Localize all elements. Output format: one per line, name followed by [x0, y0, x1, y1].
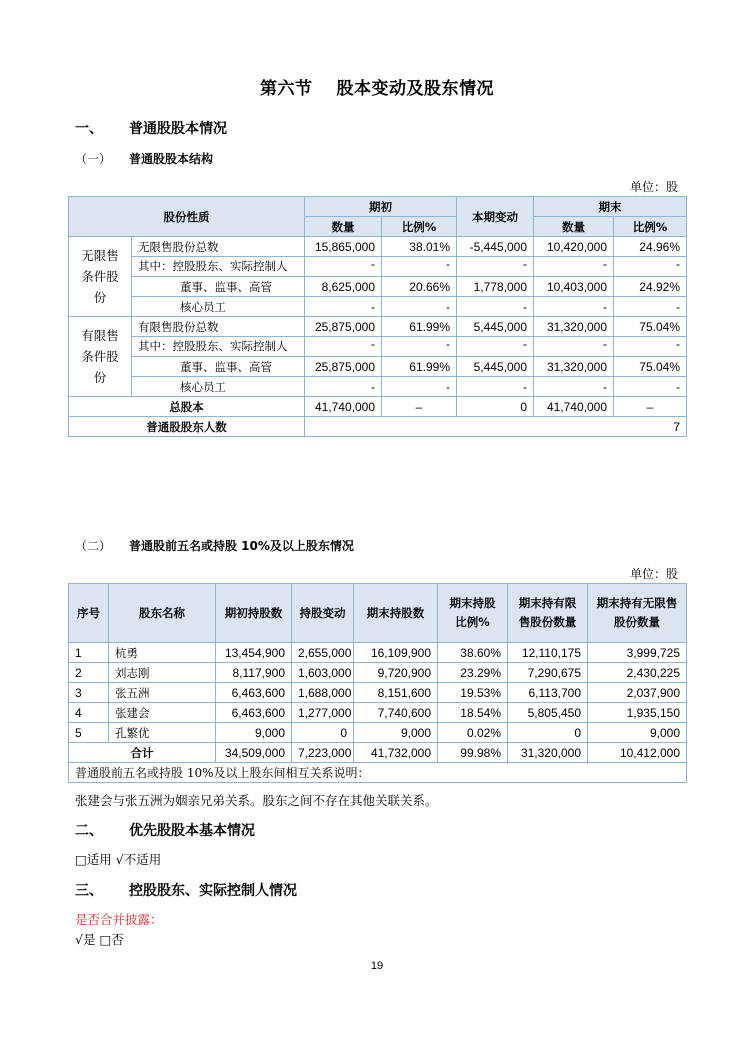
cell-begin-ratio: –	[382, 397, 457, 417]
cell-unrestricted: 3,999,725	[588, 643, 687, 663]
cell-end: 9,720,900	[354, 663, 438, 683]
header-begin-holding: 期初持股数	[216, 584, 292, 643]
sub2-number: （二）	[75, 539, 112, 553]
section3-heading	[75, 880, 297, 900]
cell-begin-ratio: -	[382, 257, 457, 277]
cell-no: 5	[69, 723, 109, 743]
cell-end-qty: -	[534, 257, 614, 277]
row-label: 其中：控股股东、实际控制人	[132, 337, 305, 357]
table-row	[69, 357, 687, 377]
header-end-holding: 期末持股数	[354, 584, 438, 643]
table-row	[69, 277, 687, 297]
cell-begin: 6,463,600	[216, 683, 292, 703]
cell-name: 刘志刚	[109, 663, 216, 683]
cell-begin-qty: -	[305, 337, 382, 357]
cell-ratio: 18.54%	[438, 703, 508, 723]
header-share-nature: 股份性质	[69, 197, 305, 237]
header-begin: 期初	[305, 197, 457, 217]
cell-end-ratio: 24.96%	[614, 237, 687, 257]
cell-change: -	[457, 297, 534, 317]
section2-heading	[75, 820, 255, 840]
table-row	[69, 723, 687, 743]
table-row	[69, 643, 687, 663]
cell-no: 3	[69, 683, 109, 703]
header-begin-qty: 数量	[305, 217, 382, 237]
chapter-name: 股本变动及股东情况	[336, 79, 494, 99]
chapter-title	[0, 74, 754, 99]
cell-end-qty: 10,403,000	[534, 277, 614, 297]
table-row	[69, 703, 687, 723]
header-change: 本期变动	[457, 197, 534, 237]
unit-label-1: 单位：股	[629, 180, 678, 194]
cell-begin-qty: 41,740,000	[305, 397, 382, 417]
cell-end-ratio: -	[614, 297, 687, 317]
sub2-heading	[75, 537, 354, 554]
section1-heading	[75, 118, 227, 138]
cell-name: 孔繁优	[109, 723, 216, 743]
cell-ratio: 19.53%	[438, 683, 508, 703]
table-row	[69, 663, 687, 683]
cell-unrestricted: 1,935,150	[588, 703, 687, 723]
total-label: 合计	[69, 743, 216, 763]
table-row	[69, 377, 687, 397]
cell-change: 5,445,000	[457, 357, 534, 377]
cell-end-ratio: -	[614, 257, 687, 277]
cell-end-ratio: 24.92%	[614, 277, 687, 297]
cell-restricted: 5,805,450	[508, 703, 588, 723]
page-number: 19	[370, 960, 384, 972]
cell-unrestricted: 2,430,225	[588, 663, 687, 683]
section2-number: 二、	[75, 822, 103, 838]
cell-unrestricted: 9,000	[588, 723, 687, 743]
holders-value: 7	[305, 417, 687, 437]
group-unrestricted: 无限售条件股份	[69, 237, 132, 317]
header-end-ratio: 期末持股比例%	[438, 584, 508, 643]
merge-question: 是否合并披露：	[75, 912, 163, 927]
share-structure-table	[68, 196, 687, 437]
cell-begin-ratio: 20.66%	[382, 277, 457, 297]
cell-begin-qty: 25,875,000	[305, 317, 382, 337]
cell-begin-qty: 8,625,000	[305, 277, 382, 297]
cell-end: 9,000	[354, 723, 438, 743]
cell-restricted: 12,110,175	[508, 643, 588, 663]
cell-begin-ratio: 61.99%	[382, 317, 457, 337]
cell-name: 杭勇	[109, 643, 216, 663]
cell-end-ratio: -	[614, 377, 687, 397]
holders-row	[69, 417, 687, 437]
cell-no: 4	[69, 703, 109, 723]
row-label: 核心员工	[132, 377, 305, 397]
group-restricted: 有限售条件股份	[69, 317, 132, 397]
total-label: 总股本	[69, 397, 305, 417]
cell-begin: 9,000	[216, 723, 292, 743]
cell-no: 1	[69, 643, 109, 663]
cell-end: 8,151,600	[354, 683, 438, 703]
header-end: 期末	[534, 197, 687, 217]
row-label: 董事、监事、高管	[132, 357, 305, 377]
cell-begin-ratio: 38.01%	[382, 237, 457, 257]
cell-end-qty: -	[534, 297, 614, 317]
cell-end: 41,732,000	[354, 743, 438, 763]
holders-label: 普通股股东人数	[69, 417, 305, 437]
cell-no: 2	[69, 663, 109, 683]
table-row	[69, 683, 687, 703]
sub1-title: 普通股股本结构	[129, 152, 214, 166]
section3-number: 三、	[75, 882, 103, 898]
cell-change: 1,778,000	[457, 277, 534, 297]
cell-name: 张五洲	[109, 683, 216, 703]
cell-ratio: 0.02%	[438, 723, 508, 743]
header-end-ratio: 比例%	[614, 217, 687, 237]
cell-begin-qty: 15,865,000	[305, 237, 382, 257]
cell-ratio: 99.98%	[438, 743, 508, 763]
row-label: 其中：控股股东、实际控制人	[132, 257, 305, 277]
cell-end-qty: 10,420,000	[534, 237, 614, 257]
cell-change: -	[457, 257, 534, 277]
cell-change: -	[457, 337, 534, 357]
cell-begin-qty: -	[305, 377, 382, 397]
cell-change: 0	[457, 397, 534, 417]
cell-change: 0	[292, 723, 354, 743]
cell-change: -	[457, 377, 534, 397]
cell-begin-ratio: -	[382, 297, 457, 317]
header-end-restricted: 期末持有限售股份数量	[508, 584, 588, 643]
header-name: 股东名称	[109, 584, 216, 643]
cell-change: 7,223,000	[292, 743, 354, 763]
sub1-heading	[75, 150, 213, 167]
cell-begin: 13,454,900	[216, 643, 292, 663]
row-label: 有限售股份总数	[132, 317, 305, 337]
cell-begin: 6,463,600	[216, 703, 292, 723]
section1-title: 普通股股本情况	[129, 121, 227, 137]
sub1-number: （一）	[75, 152, 112, 166]
cell-end-qty: 31,320,000	[534, 317, 614, 337]
cell-begin-ratio: -	[382, 337, 457, 357]
cell-unrestricted: 10,412,000	[588, 743, 687, 763]
merge-options: √是 □否	[75, 932, 124, 947]
cell-end: 7,740,600	[354, 703, 438, 723]
cell-begin-ratio: 61.99%	[382, 357, 457, 377]
cell-end-qty: -	[534, 377, 614, 397]
cell-change: 5,445,000	[457, 317, 534, 337]
cell-end-ratio: –	[614, 397, 687, 417]
relation-row	[69, 763, 687, 783]
relation-label: 普通股前五名或持股 10%及以上股东间相互关系说明：	[69, 763, 687, 783]
cell-begin-qty: 25,875,000	[305, 357, 382, 377]
cell-restricted: 7,290,675	[508, 663, 588, 683]
cell-name: 张建会	[109, 703, 216, 723]
table-row	[69, 237, 687, 257]
top-shareholders-table	[68, 583, 687, 783]
cell-change: 2,655,000	[292, 643, 354, 663]
header-no: 序号	[69, 584, 109, 643]
cell-end-ratio: -	[614, 337, 687, 357]
cell-ratio: 23.29%	[438, 663, 508, 683]
row-label: 核心员工	[132, 297, 305, 317]
total-row	[69, 743, 687, 763]
header-end-qty: 数量	[534, 217, 614, 237]
cell-restricted: 31,320,000	[508, 743, 588, 763]
cell-change: 1,277,000	[292, 703, 354, 723]
cell-change: -5,445,000	[457, 237, 534, 257]
cell-end-ratio: 75.04%	[614, 357, 687, 377]
cell-begin-qty: -	[305, 257, 382, 277]
cell-end: 16,109,900	[354, 643, 438, 663]
cell-end-qty: -	[534, 337, 614, 357]
cell-begin-ratio: -	[382, 377, 457, 397]
table-row	[69, 297, 687, 317]
cell-begin: 8,117,900	[216, 663, 292, 683]
section1-number: 一、	[75, 120, 103, 136]
cell-begin-qty: -	[305, 297, 382, 317]
row-label: 无限售股份总数	[132, 237, 305, 257]
cell-restricted: 6,113,700	[508, 683, 588, 703]
cell-change: 1,688,000	[292, 683, 354, 703]
header-end-unrestricted: 期末持有无限售股份数量	[588, 584, 687, 643]
cell-restricted: 0	[508, 723, 588, 743]
header-holding-change: 持股变动	[292, 584, 354, 643]
header-begin-ratio: 比例%	[382, 217, 457, 237]
relation-text: 张建会与张五洲为姻亲兄弟关系。股东之间不存在其他关联关系。	[75, 793, 438, 808]
cell-end-qty: 31,320,000	[534, 357, 614, 377]
cell-ratio: 38.60%	[438, 643, 508, 663]
total-row	[69, 397, 687, 417]
section2-title: 优先股股本基本情况	[129, 823, 255, 839]
cell-end-ratio: 75.04%	[614, 317, 687, 337]
cell-change: 1,603,000	[292, 663, 354, 683]
cell-end-qty: 41,740,000	[534, 397, 614, 417]
cell-unrestricted: 2,037,900	[588, 683, 687, 703]
sub2-title: 普通股前五名或持股 10%及以上股东情况	[129, 539, 354, 553]
unit-label-2: 单位：股	[629, 567, 678, 581]
row-label: 董事、监事、高管	[132, 277, 305, 297]
table-row	[69, 317, 687, 337]
section3-title: 控股股东、实际控制人情况	[129, 883, 297, 899]
section2-options: □适用 √不适用	[75, 852, 162, 867]
cell-begin: 34,509,000	[216, 743, 292, 763]
chapter-number: 第六节	[260, 79, 313, 99]
